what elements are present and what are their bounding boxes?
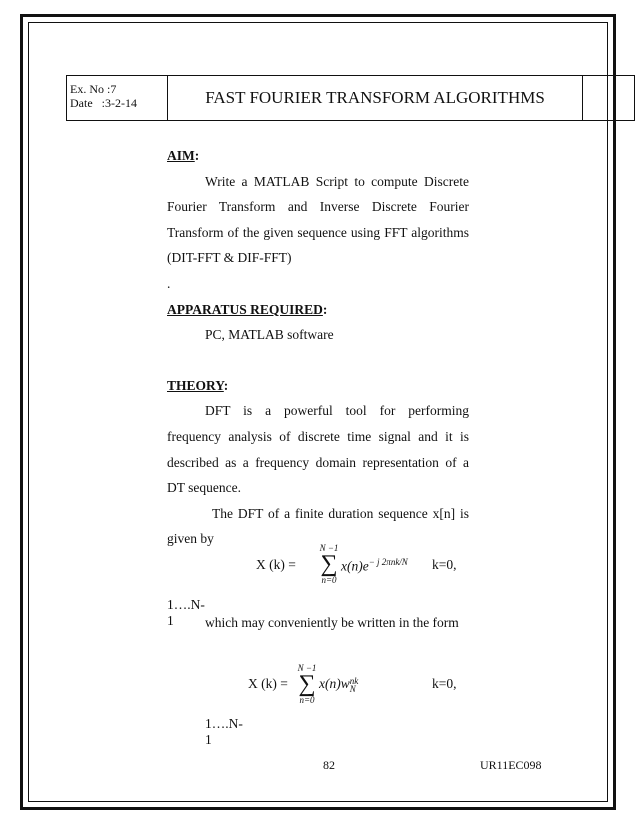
eq2-range: k=0,: [432, 676, 457, 691]
marks-box: [582, 75, 635, 121]
page-title: FAST FOURIER TRANSFORM ALGORITHMS: [205, 88, 545, 107]
apparatus-text: PC, MATLAB software: [205, 327, 334, 343]
theory-paragraph-1: DFT is a powerful tool for performing frequency analysis of discrete time signal and it is described as a frequency domain representation of a DT sequence.: [167, 403, 469, 496]
eq2-continuation: 1….N-1: [205, 716, 243, 747]
eq1-upper-limit: N −1: [319, 543, 339, 553]
exercise-number: Ex. No :7: [70, 82, 117, 96]
eq1-term: $x(n)e^{- j 2\pi nk/N}$: [341, 557, 408, 574]
exercise-info-box: [66, 75, 168, 121]
theory-paragraph-3: which may conveniently be written in the form: [205, 615, 459, 630]
page-number: 82: [323, 758, 335, 772]
aim-heading: AIM: [167, 148, 195, 163]
title-box: [167, 75, 583, 121]
theory-section: THEORY: DFT is a powerful tool for performing frequency analysis of discrete time signal and it is described as a frequency domain representation of a DT sequence. The DFT of a finite duration sequence x[n] is given by: [167, 373, 469, 552]
apparatus-section: APPARATUS REQUIRED: PC, MATLAB software: [167, 297, 469, 348]
eq1-continuation: 1….N-1: [167, 597, 205, 628]
aim-text: Write a MATLAB Script to compute Discrete Fourier Transform and Inverse Discrete Fourier Transform of the given sequence using FFT algorithms (DIT-FFT & DIF-FFT): [167, 173, 469, 266]
eq2-sigma: N −1 ∑ n=0: [297, 663, 317, 705]
aim-section: AIM: Write a MATLAB Script to compute Discrete Fourier Transform and Inverse Discrete Fourier Transform of the given sequence using FFT algorithms (DIT-FFT & DIF-FFT) .: [167, 143, 469, 297]
apparatus-heading: APPARATUS REQUIRED: [167, 301, 323, 317]
eq2-lhs: X (k) =: [248, 676, 288, 691]
eq2-subscript: N: [349, 683, 356, 694]
document-body: [167, 143, 469, 552]
eq2-term: x(n)w nk N: [319, 675, 359, 694]
eq1-range: k=0,: [432, 557, 457, 572]
eq1-lhs: X (k) =: [256, 557, 296, 572]
theory-paragraph-2: The DFT of a finite duration sequence x[n] is given by: [167, 505, 469, 547]
eq2-lower-limit: n=0: [299, 695, 315, 705]
eq1-sigma: N −1 ∑ n=0: [319, 543, 339, 585]
eq1-exponent: − j 2πnk/N: [368, 557, 408, 567]
theory-heading: THEORY: [167, 377, 224, 393]
aim-dot: .: [167, 275, 171, 291]
exercise-date: Date :3-2-14: [70, 96, 137, 110]
roll-number: UR11EC098: [480, 758, 542, 772]
eq1-lower-limit: n=0: [321, 575, 337, 585]
eq2-superscript: nk: [349, 675, 359, 686]
eq2-upper-limit: N −1: [297, 663, 317, 673]
